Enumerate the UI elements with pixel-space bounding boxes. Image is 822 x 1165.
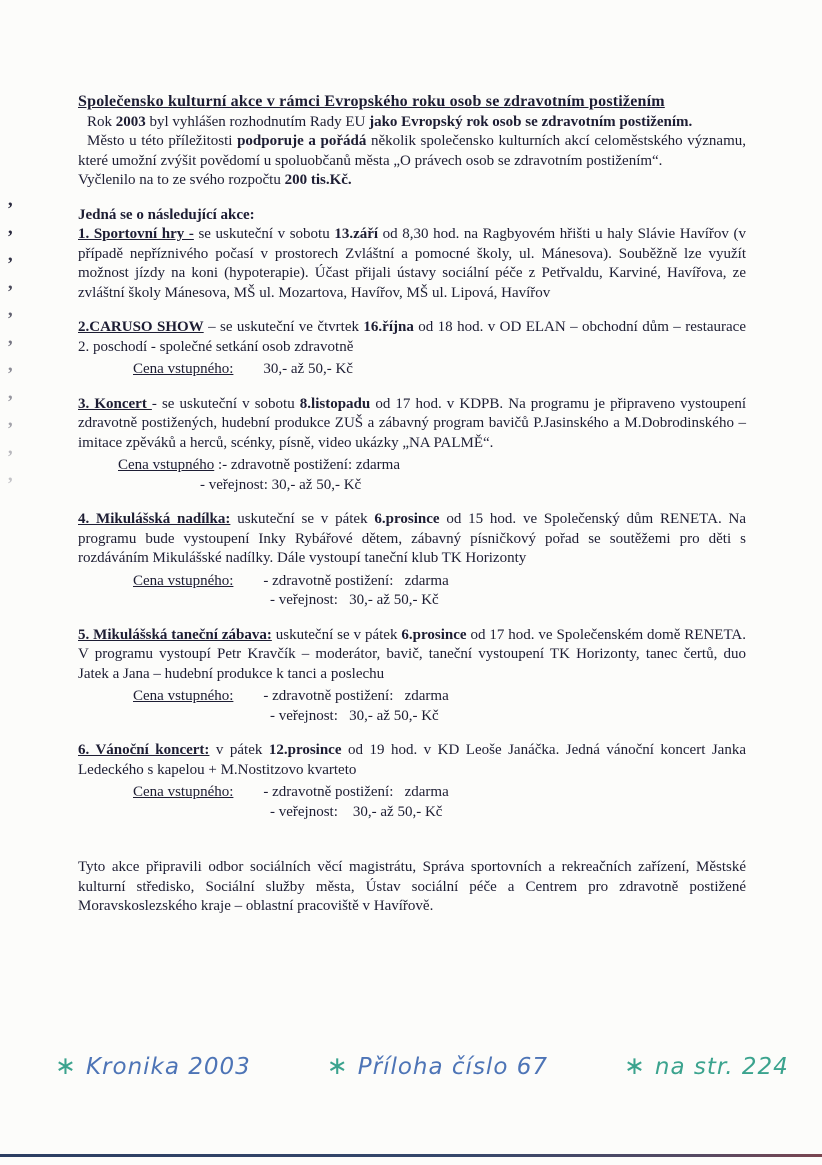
annotation-text: na str. 224 bbox=[654, 1054, 789, 1080]
intro-paragraph-1: Rok 2003 byl vyhlášen rozhodnutím Rady EU jako Evropský rok osob se zdravotním postižením. bbox=[87, 113, 693, 130]
price-block bbox=[78, 572, 746, 611]
scan-artifact-marks: ’ ’ ’ ’ ’ ’ ’ ’ ’ ’ ’ bbox=[7, 199, 14, 495]
asterisk-icon: ∗ bbox=[55, 1051, 77, 1080]
price-line: Cena vstupného: - zdravotně postižení: zdarma bbox=[133, 784, 449, 800]
price-block bbox=[78, 456, 746, 495]
annotation-text: Příloha číslo 67 bbox=[357, 1054, 548, 1080]
event-body: 4. Mikulášská nadílka: uskuteční se v pátek 6.prosince od 15 hod. ve Společenský dům RENETA. Na programu bude vystoupení Inky Rybářové dětem, zábavný písničkový pořad se soutěžemi pro děti s rozdáváním Mikulášské nadílky. Dále vystoupí taneční klub TK Horizonty bbox=[78, 511, 747, 566]
price-line: Cena vstupného: 30,- až 50,- Kč bbox=[133, 361, 353, 377]
event-section-5 bbox=[78, 626, 746, 727]
annotation-priloha bbox=[327, 1052, 548, 1082]
annotation-kronika bbox=[55, 1052, 251, 1082]
budget-line: Vyčlenilo na to ze svého rozpočtu 200 tis.Kč. bbox=[78, 172, 352, 188]
price-block bbox=[78, 360, 746, 380]
event-section-3 bbox=[78, 395, 746, 496]
price-line: - veřejnost: 30,- až 50,- Kč bbox=[270, 803, 443, 820]
annotation-strana bbox=[624, 1052, 789, 1082]
price-line: Cena vstupného: - zdravotně postižení: zdarma bbox=[133, 572, 449, 589]
price-line: Cena vstupného :- zdravotně postižení: zdarma bbox=[118, 457, 400, 473]
scan-edge-line bbox=[0, 1154, 822, 1157]
document-title: Společensko kulturní akce v rámci Evropského roku osob se zdravotním postižením bbox=[78, 93, 665, 110]
organizers-paragraph: Tyto akce připravili odbor sociálních věcí magistrátu, Správa sportovních a rekreačních zařízení, Městské kulturní středisko, Sociální služby města, Ústav sociální péče a Centrem pro zdravotně postižené Moravskoslezského kraje – oblastní pracoviště v Havířově. bbox=[78, 859, 746, 914]
event-section-6 bbox=[78, 741, 746, 822]
document-content bbox=[78, 92, 746, 917]
event-section-4 bbox=[78, 510, 746, 611]
price-block bbox=[78, 783, 746, 822]
price-line: - veřejnost: 30,- až 50,- Kč bbox=[200, 476, 362, 493]
event-body: 2.CARUSO SHOW – se uskuteční ve čtvrtek 16.října od 18 hod. v OD ELAN – obchodní dům – restaurace 2. poschodí - společné setkání osob zdravotně bbox=[78, 319, 746, 355]
price-line: - veřejnost: 30,- až 50,- Kč bbox=[270, 707, 439, 724]
asterisk-icon: ∗ bbox=[623, 1051, 646, 1080]
handwritten-annotations bbox=[55, 1051, 789, 1082]
price-line: - veřejnost: 30,- až 50,- Kč bbox=[270, 592, 439, 608]
asterisk-icon: ∗ bbox=[326, 1051, 349, 1080]
event-body: 1. Sportovní hry - se uskuteční v sobotu 13.září od 8,30 hod. na Ragbyovém hřišti u haly Slávie Havířov (v případě nepříznivého počasí v prostorech Zvláštní a pomocné školy, ul. Mánesova). Souběžně lze využít možnost jízdy na koni (hypoterapie). Účast přijali ústavy sociální péče z Petřvaldu, Karviné, Havířova, ze zvláštní školy Mánesova, MŠ ul. Mozartova, Havířov, MŠ ul. Lipová, Havířov bbox=[78, 226, 747, 301]
annotation-text: Kronika 2003 bbox=[85, 1054, 251, 1080]
event-body: 5. Mikulášská taneční zábava: uskuteční se v pátek 6.prosince od 17 hod. ve Společenském domě RENETA. V programu vystoupí Petr Kravčík – moderátor, bavič, taneční vystoupení TK Horizonty, tanec čertů, duo Jatek a Jana – hudební produkce k tanci a poslechu bbox=[78, 626, 746, 682]
intro-paragraph-2: Město u této příležitosti podporuje a pořádá několik společensko kulturních akcí celoměstského významu, které umožní zvýšit povědomí u spoluobčanů města „O právech osob se zdravotním postižením“. bbox=[78, 133, 746, 169]
events-list-heading: Jedná se o následující akce: bbox=[78, 206, 255, 223]
event-body: 3. Koncert - se uskuteční v sobotu 8.listopadu od 17 hod. v KDPB. Na programu je připraveno vystoupení zdravotně postižených, hudební produkce ZUŠ a zábavný program bavičů P.Jasinského a M.Dobrodinského – imitace zpěváků a herců, scénky, písně, video ukázky „NA PALMĚ“. bbox=[78, 395, 746, 451]
price-block bbox=[78, 687, 746, 726]
price-line: Cena vstupného: - zdravotně postižení: zdarma bbox=[133, 688, 449, 704]
event-section-2 bbox=[78, 318, 746, 380]
event-body: 6. Vánoční koncert: v pátek 12.prosince od 19 hod. v KD Leoše Janáčka. Jedná vánoční koncert Janka Ledeckého s kapelou + M.Nostitzovo kvarteto bbox=[78, 742, 746, 778]
event-section-1 bbox=[78, 225, 746, 303]
